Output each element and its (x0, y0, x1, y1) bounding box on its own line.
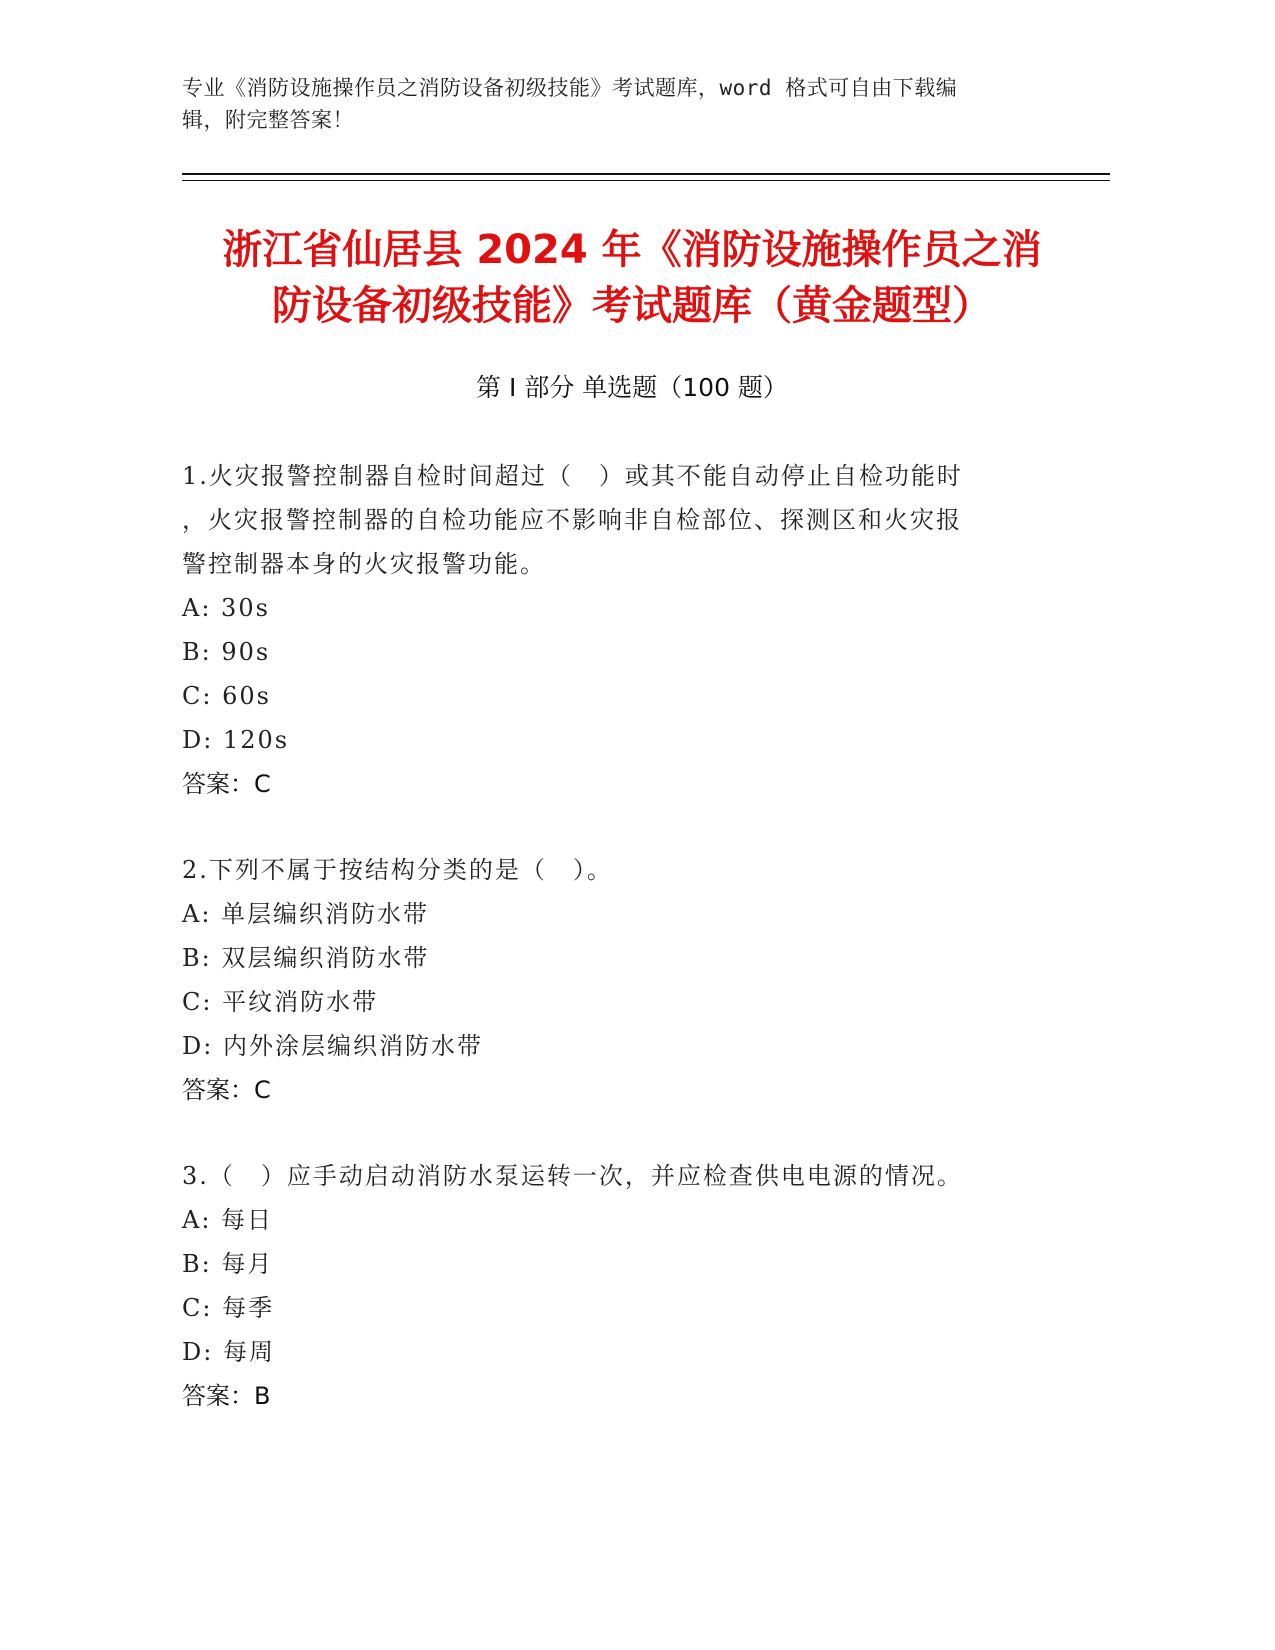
question-answer: 答案：C (182, 770, 271, 798)
question-answer: 答案：B (182, 1382, 271, 1410)
question-item (182, 454, 1032, 806)
question-option-b: B: 90s (182, 638, 271, 666)
question-stem-line: 1.火灾报警控制器自检时间超过（ ）或其不能自动停止自检功能时 (182, 462, 963, 490)
question-option-b: B: 每月 (182, 1250, 274, 1278)
question-option-d: D: 120s (182, 726, 290, 754)
question-answer: 答案：C (182, 1076, 271, 1104)
header-divider-thin (182, 180, 1110, 181)
question-stem-line: 警控制器本身的火灾报警功能。 (182, 550, 546, 578)
question-option-a: A: 30s (182, 594, 270, 622)
document-title-line-1: 浙江省仙居县 2024 年《消防设施操作员之消 (222, 227, 1042, 273)
question-item (182, 1154, 1032, 1418)
question-stem (182, 454, 1032, 586)
question-stem (182, 848, 1032, 892)
header-note-line-2: 辑，附完整答案！ (182, 108, 354, 132)
document-title-line-2: 防设备初级技能》考试题库（黄金题型） (272, 283, 992, 329)
question-option-d: D: 内外涂层编织消防水带 (182, 1032, 483, 1060)
question-option-c: C: 平纹消防水带 (182, 988, 379, 1016)
question-stem-line: ，火灾报警控制器的自检功能应不影响非自检部位、探测区和火灾报 (182, 506, 962, 534)
document-title (182, 222, 1082, 334)
question-stem-line: 3.（ ）应手动启动消防水泵运转一次，并应检查供电电源的情况。 (182, 1162, 963, 1190)
question-stem-line: 2.下列不属于按结构分类的是（ ）。 (182, 856, 613, 884)
question-option-d: D: 每周 (182, 1338, 275, 1366)
header-note-line-1: 专业《消防设施操作员之消防设备初级技能》考试题库，word 格式可自由下载编 (182, 76, 958, 100)
question-option-c: C: 每季 (182, 1294, 275, 1322)
question-stem (182, 1154, 1032, 1198)
question-list (182, 454, 1032, 1460)
section-title: 第 I 部分 单选题（100 题） (476, 373, 788, 402)
question-option-c: C: 60s (182, 682, 271, 710)
header-divider-thick (182, 173, 1110, 175)
question-option-a: A: 单层编织消防水带 (182, 900, 430, 928)
question-option-b: B: 双层编织消防水带 (182, 944, 430, 972)
question-option-a: A: 每日 (182, 1206, 274, 1234)
question-item (182, 848, 1032, 1112)
header-note (182, 72, 1062, 136)
